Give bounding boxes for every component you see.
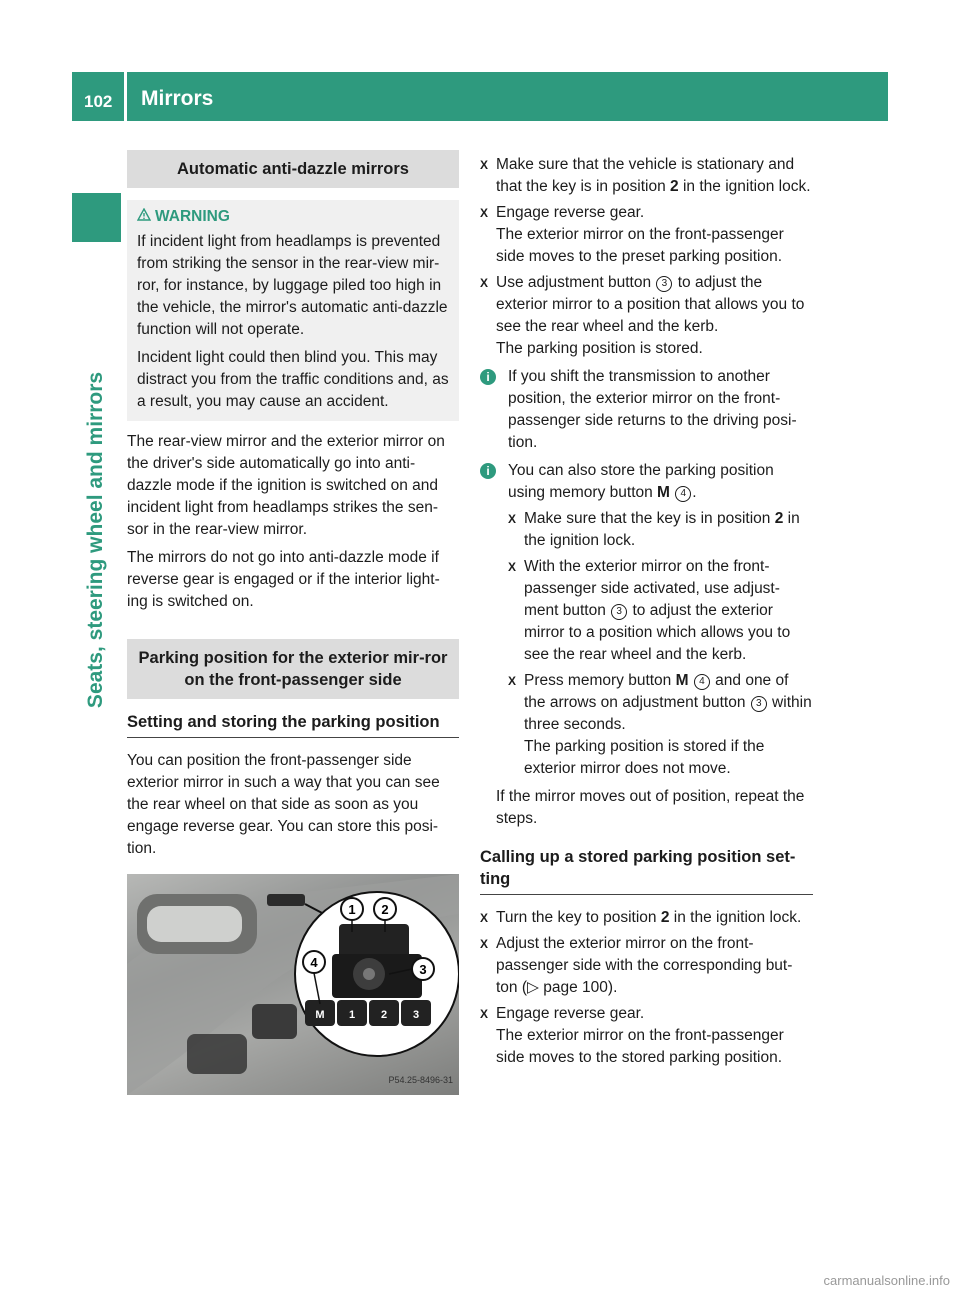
- memory-button-1: 1: [348, 1009, 356, 1021]
- paragraph-parking-intro: You can position the front-passenger side exterior mirror in such a way that you can see the rear wheel on that side as soon as you engage reverse gear. You can store this posi-tion.: [127, 752, 440, 857]
- section-title-parking-position: Parking position for the exterior mir-ror on the front-passenger side: [127, 639, 459, 699]
- step-adjust-exterior: X Adjust the exterior mirror on the front-passenger side with the corresponding but-ton (▷ page 100).: [480, 935, 793, 996]
- chapter-title: Mirrors: [141, 87, 214, 110]
- info-note-transmission: i If you shift the transmission to another position, the exterior mirror on the front-passenger side returns to the driving posi-tion.: [480, 366, 813, 454]
- step-engage-reverse: X Engage reverse gear. The exterior mirror on the front-passenger side moves to the preset parking position.: [480, 204, 784, 265]
- info-note-memory: i You can also store the parking position using memory button M 4 . X Make sure that the key is in position 2 in the ignition lock. X With the exterior mirror on the front-passenger side activated, use adjust-ment button 3 to adjust the exterior mirror to a position which allows you to see the rear wheel and the kerb. X Press memory button M 4 and one of the arrows on adjustment button 3 within three seconds. The parking position is stored if the exterior mirror does not move.: [480, 460, 813, 780]
- memory-button-2: 2: [380, 1009, 388, 1021]
- side-thumb-tab: [72, 193, 121, 242]
- left-column: [127, 150, 459, 1095]
- step-arrow-icon: X: [480, 911, 489, 925]
- warning-triangle-icon: [137, 206, 155, 228]
- page-number: 102: [84, 92, 113, 111]
- note-step-key: X Make sure that the key is in position 2 in the ignition lock.: [508, 510, 800, 549]
- step-arrow-icon: X: [480, 276, 489, 290]
- header-divider: [124, 72, 127, 121]
- note-step-adjust: X With the exterior mirror on the front-passenger side activated, use adjust-ment button 3 to adjust the exterior mirror to a position which allows you to see the rear wheel and the kerb.: [508, 558, 791, 663]
- callout-ref-3: 3: [751, 696, 767, 712]
- watermark: carmanualsonline.info: [823, 1273, 950, 1288]
- callout-ref-4: 4: [675, 486, 691, 502]
- figure-code: P54.25-8496-31: [388, 1075, 453, 1085]
- callout-overlay: [127, 874, 459, 1095]
- step-stationary: X Make sure that the vehicle is stationary and that the key is in position 2 in the ignition lock.: [480, 156, 811, 195]
- callout-1: 1: [348, 902, 356, 917]
- page-ref-arrow-icon: ▷: [527, 979, 539, 996]
- info-icon: i: [480, 369, 496, 385]
- callout-ref-4: 4: [694, 674, 710, 690]
- section-title-anti-dazzle: Automatic anti-dazzle mirrors: [127, 150, 459, 188]
- step-arrow-icon: X: [480, 1007, 489, 1021]
- subheading-calling-up: Calling up a stored parking position set-ting: [480, 846, 813, 895]
- warning-box: [127, 200, 459, 421]
- memory-button-m: M: [315, 1009, 325, 1021]
- callout-ref-3: 3: [611, 604, 627, 620]
- callout-2: 2: [381, 902, 389, 917]
- step-arrow-icon: X: [480, 937, 489, 951]
- subheading-setting-storing: Setting and storing the parking position: [127, 711, 459, 738]
- step-turn-key: X Turn the key to position 2 in the ignition lock.: [480, 907, 813, 929]
- warning-title: WARNING: [137, 206, 451, 228]
- step-arrow-icon: X: [480, 158, 489, 172]
- step-arrow-icon: X: [508, 560, 517, 574]
- step-arrow-icon: X: [508, 512, 517, 526]
- note-step-press-memory: X Press memory button M 4 and one of the arrows on adjustment button 3 within three seconds. The parking position is stored if the exterior mirror does not move.: [508, 672, 812, 777]
- warning-text-1: If incident light from headlamps is prevented from striking the sensor in the rear-view mir-ror, for instance, by luggage piled too high in the vehicle, the mirror's automatic anti-dazzle function will not operate.: [137, 233, 448, 338]
- warning-text-2: Incident light could then blind you. This may distract you from the traffic conditions and, as a result, you may cause an accident.: [137, 349, 449, 410]
- info-icon: i: [480, 463, 496, 479]
- page-header: [72, 72, 888, 121]
- right-column: [480, 154, 813, 1073]
- step-adjust-mirror: X Use adjustment button 3 to adjust the exterior mirror to a position that allows you to see the rear wheel and the kerb. The parking position is stored.: [480, 274, 805, 357]
- paragraph-repeat: If the mirror moves out of position, repeat the steps.: [496, 788, 805, 827]
- door-control-photo: [127, 874, 459, 1095]
- step-arrow-icon: X: [480, 206, 489, 220]
- step-engage-reverse-stored: X Engage reverse gear. The exterior mirror on the front-passenger side moves to the stored parking position.: [480, 1005, 784, 1066]
- callout-ref-3: 3: [656, 276, 672, 292]
- callout-4: 4: [310, 955, 318, 970]
- paragraph-anti-dazzle-2: The mirrors do not go into anti-dazzle mode if reverse gear is engaged or if the interior light-ing is switched on.: [127, 549, 440, 610]
- step-arrow-icon: X: [508, 674, 517, 688]
- page-reference-link[interactable]: page 100: [543, 979, 608, 996]
- paragraph-anti-dazzle-1: The rear-view mirror and the exterior mirror on the driver's side automatically go into anti-dazzle mode if the ignition is switched on and incident light from headlamps strikes the sen-sor in the rear-view mirror.: [127, 433, 445, 538]
- callout-3: 3: [419, 962, 427, 977]
- memory-button-3: 3: [412, 1009, 420, 1021]
